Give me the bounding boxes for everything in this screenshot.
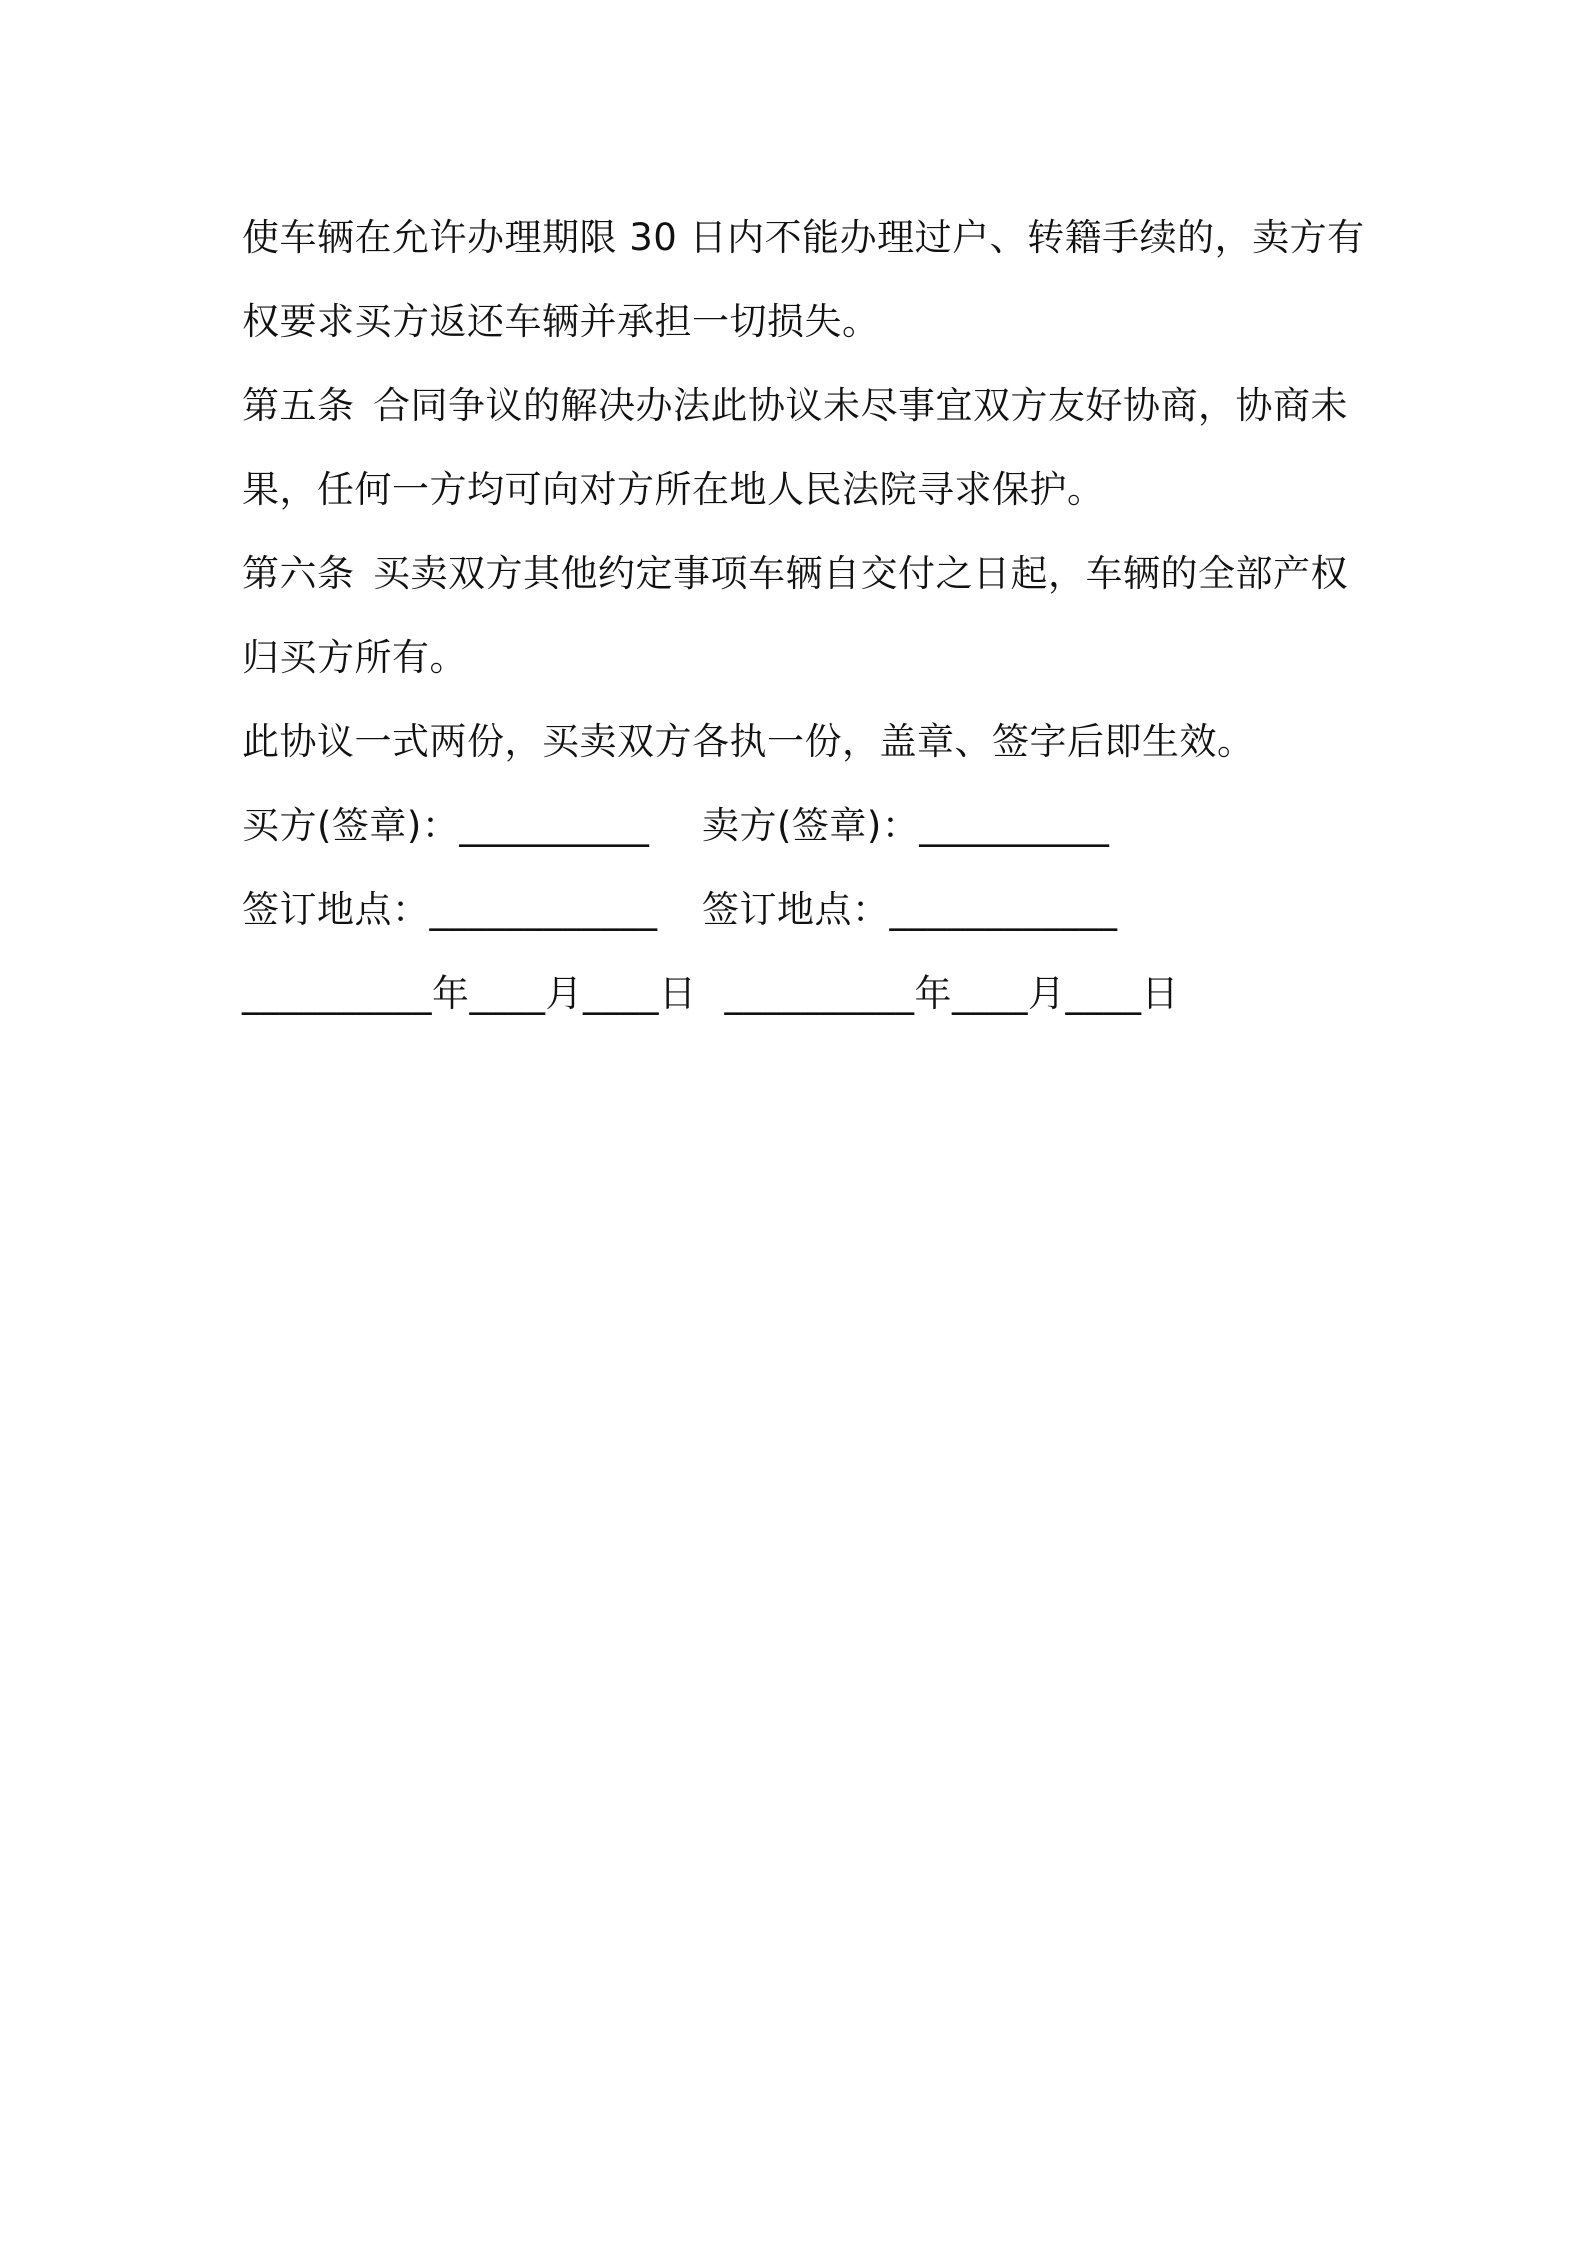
paragraph-text: 果，任何一方均可向对方所在地人民法院寻求保护。 <box>242 468 1105 511</box>
place-row <box>242 868 1362 952</box>
paragraph-line-1 <box>242 196 1365 280</box>
paragraph-text: 归买方所有。 <box>242 636 467 679</box>
date-row <box>242 952 1362 1036</box>
paragraph-text: 使车辆在允许办理期限 30 日内不能办理过户、转籍手续的，卖方有 <box>242 216 1365 259</box>
paragraph-text: 此协议一式两份，买卖双方各执一份，盖章、签字后即生效。 <box>242 720 1255 763</box>
article-5-heading: 第五条 <box>242 384 355 427</box>
buyer-date-field: __________年____月____日 <box>242 972 697 1015</box>
copies-clause <box>242 700 1362 784</box>
buyer-place-field: 签订地点：____________ <box>242 888 658 931</box>
paragraph-text: 权要求买方返还车辆并承担一切损失。 <box>242 300 880 343</box>
seller-place-field: 签订地点：____________ <box>702 888 1118 931</box>
seller-date-field: __________年____月____日 <box>724 972 1179 1015</box>
article-6-heading: 第六条 <box>242 552 355 595</box>
document-body <box>242 196 1365 1036</box>
article-5-line-2 <box>242 448 1362 532</box>
article-6-text: 买卖双方其他约定事项车辆自交付之日起，车辆的全部产权 <box>373 552 1348 595</box>
article-6-line-1 <box>242 532 1362 616</box>
article-5-text: 合同争议的解决办法此协议未尽事宜双方友好协商，协商未 <box>373 384 1348 427</box>
article-5-line-1 <box>242 364 1362 448</box>
buyer-signature-field: 买方(签章)：__________ <box>242 804 650 847</box>
article-6-line-2 <box>242 616 1362 700</box>
signature-row <box>242 784 1362 868</box>
seller-signature-field: 卖方(签章)：__________ <box>702 804 1110 847</box>
paragraph-line-2 <box>242 280 1362 364</box>
